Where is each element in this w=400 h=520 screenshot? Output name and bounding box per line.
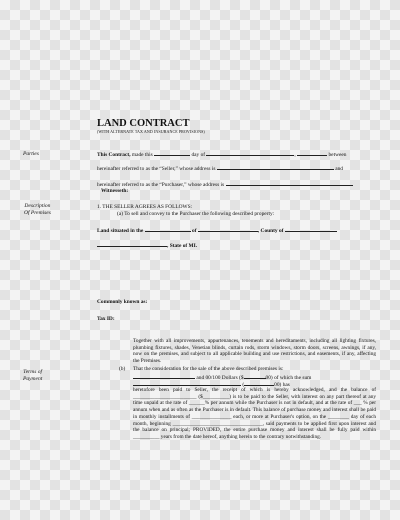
day-of-text: day of [191,152,206,158]
land-municipality-blank[interactable] [145,226,191,232]
margin-label-description-line1: Description [24,203,51,209]
this-contract-label: This Contract, [97,152,131,158]
payment-terms-paragraph: heretofore been paid to Seller, the receipt of which is hereby acknowledged, and the balance of ________________________ ($__________) is to be paid to the Seller, with interest on any part thereof at any time unpaid at the rate of ______% per annum while the Purchaser is not in default, and at the rate of ___ % per annum when and as often as the Purchaser is in default. This balance of purchase money and interest shall be paid in monthly installments of _______________ each, or more at Purchaser's option, on the ________ day of each month, beginning __________________________________, said payments to be applied first upon interest and the balance on principal; PROVIDED, the entire purchase money and interest shall be fully paid within __________ years from the date hereof, anything herein to the contrary notwithstanding. [133,387,376,440]
seller-address-blank[interactable] [217,164,334,170]
land-situated-line [97,226,337,234]
made-this-text: made this [131,152,153,158]
land-township-blank[interactable] [198,226,258,232]
payment-line-1: That the consideration for the sale of the above described premises is: [133,366,284,372]
state-of-mi-text: , State of MI. [167,243,198,249]
seller-agrees-heading: 1. THE SELLER AGREES AS FOLLOWS: [97,204,193,210]
consideration-amount-blank[interactable] [244,373,266,379]
margin-label-terms-line2: Payment [23,375,43,382]
document-subtitle: (WITH ALTERNATE TAX AND INSURANCE PROVISIONS) [97,129,205,134]
payment-label-b: (b) [119,366,126,372]
down-payment-amount-blank[interactable] [244,380,274,386]
and-text: and [335,166,343,172]
margin-label-parties: Parties [23,151,39,157]
purchaser-address-blank[interactable] [226,180,353,186]
tax-id-label: Tax ID: [97,316,115,322]
parties-line-2 [97,164,343,172]
of-which-sum-text: 00) of which the sum [265,375,312,381]
state-blank[interactable] [97,241,167,247]
witnesseth-label: Witnesseth: [101,188,129,194]
date-month-blank[interactable] [206,150,294,156]
parties-line-3 [97,180,353,188]
purchaser-address-text: hereinafter referred to as the “Purchaser,” whose address is [97,182,225,188]
margin-label-terms [23,369,42,382]
land-of-text: of [192,228,197,234]
together-with-paragraph: Together with all improvements, appurtenances, tenements and hereditaments, including all lighting fixtures, plumbing fixtures, shades, Venetian blinds, curtain rods, storm windows, storm doors, screens, awnings, if any, now on the premises, and subject to all applicable building and use restrictions, and easements, if any, affecting the Premises. [133,338,376,365]
margin-label-description-line2: Of Premises [24,209,51,216]
land-county-blank[interactable] [285,226,337,232]
margin-label-description [24,203,51,216]
document-title: LAND CONTRACT [97,118,190,129]
consideration-words-blank[interactable] [133,373,195,379]
land-situated-text: Land situated in the [97,228,144,234]
has-text: 00) has [274,382,290,388]
county-of-text: , County of [257,228,284,234]
commonly-known-label: Commonly known as: [97,299,148,305]
date-year-blank[interactable] [297,150,327,156]
margin-label-terms-line1: Terms of [23,369,43,375]
premises-item-a: (a) To sell and convey to the Purchaser the following described property: [117,211,275,217]
state-line [97,241,197,249]
date-day-blank[interactable] [154,150,190,156]
down-payment-words-blank[interactable] [133,380,241,386]
open-paren-text: ( [242,382,245,388]
seller-address-text: hereinafter referred to as the “Seller,” whose address is [97,166,216,172]
dollars-text: and 00/100 Dollars ($ [196,375,244,381]
between-text: between [328,152,347,158]
parties-line-1: This Contract, made this day of , between [97,152,347,158]
